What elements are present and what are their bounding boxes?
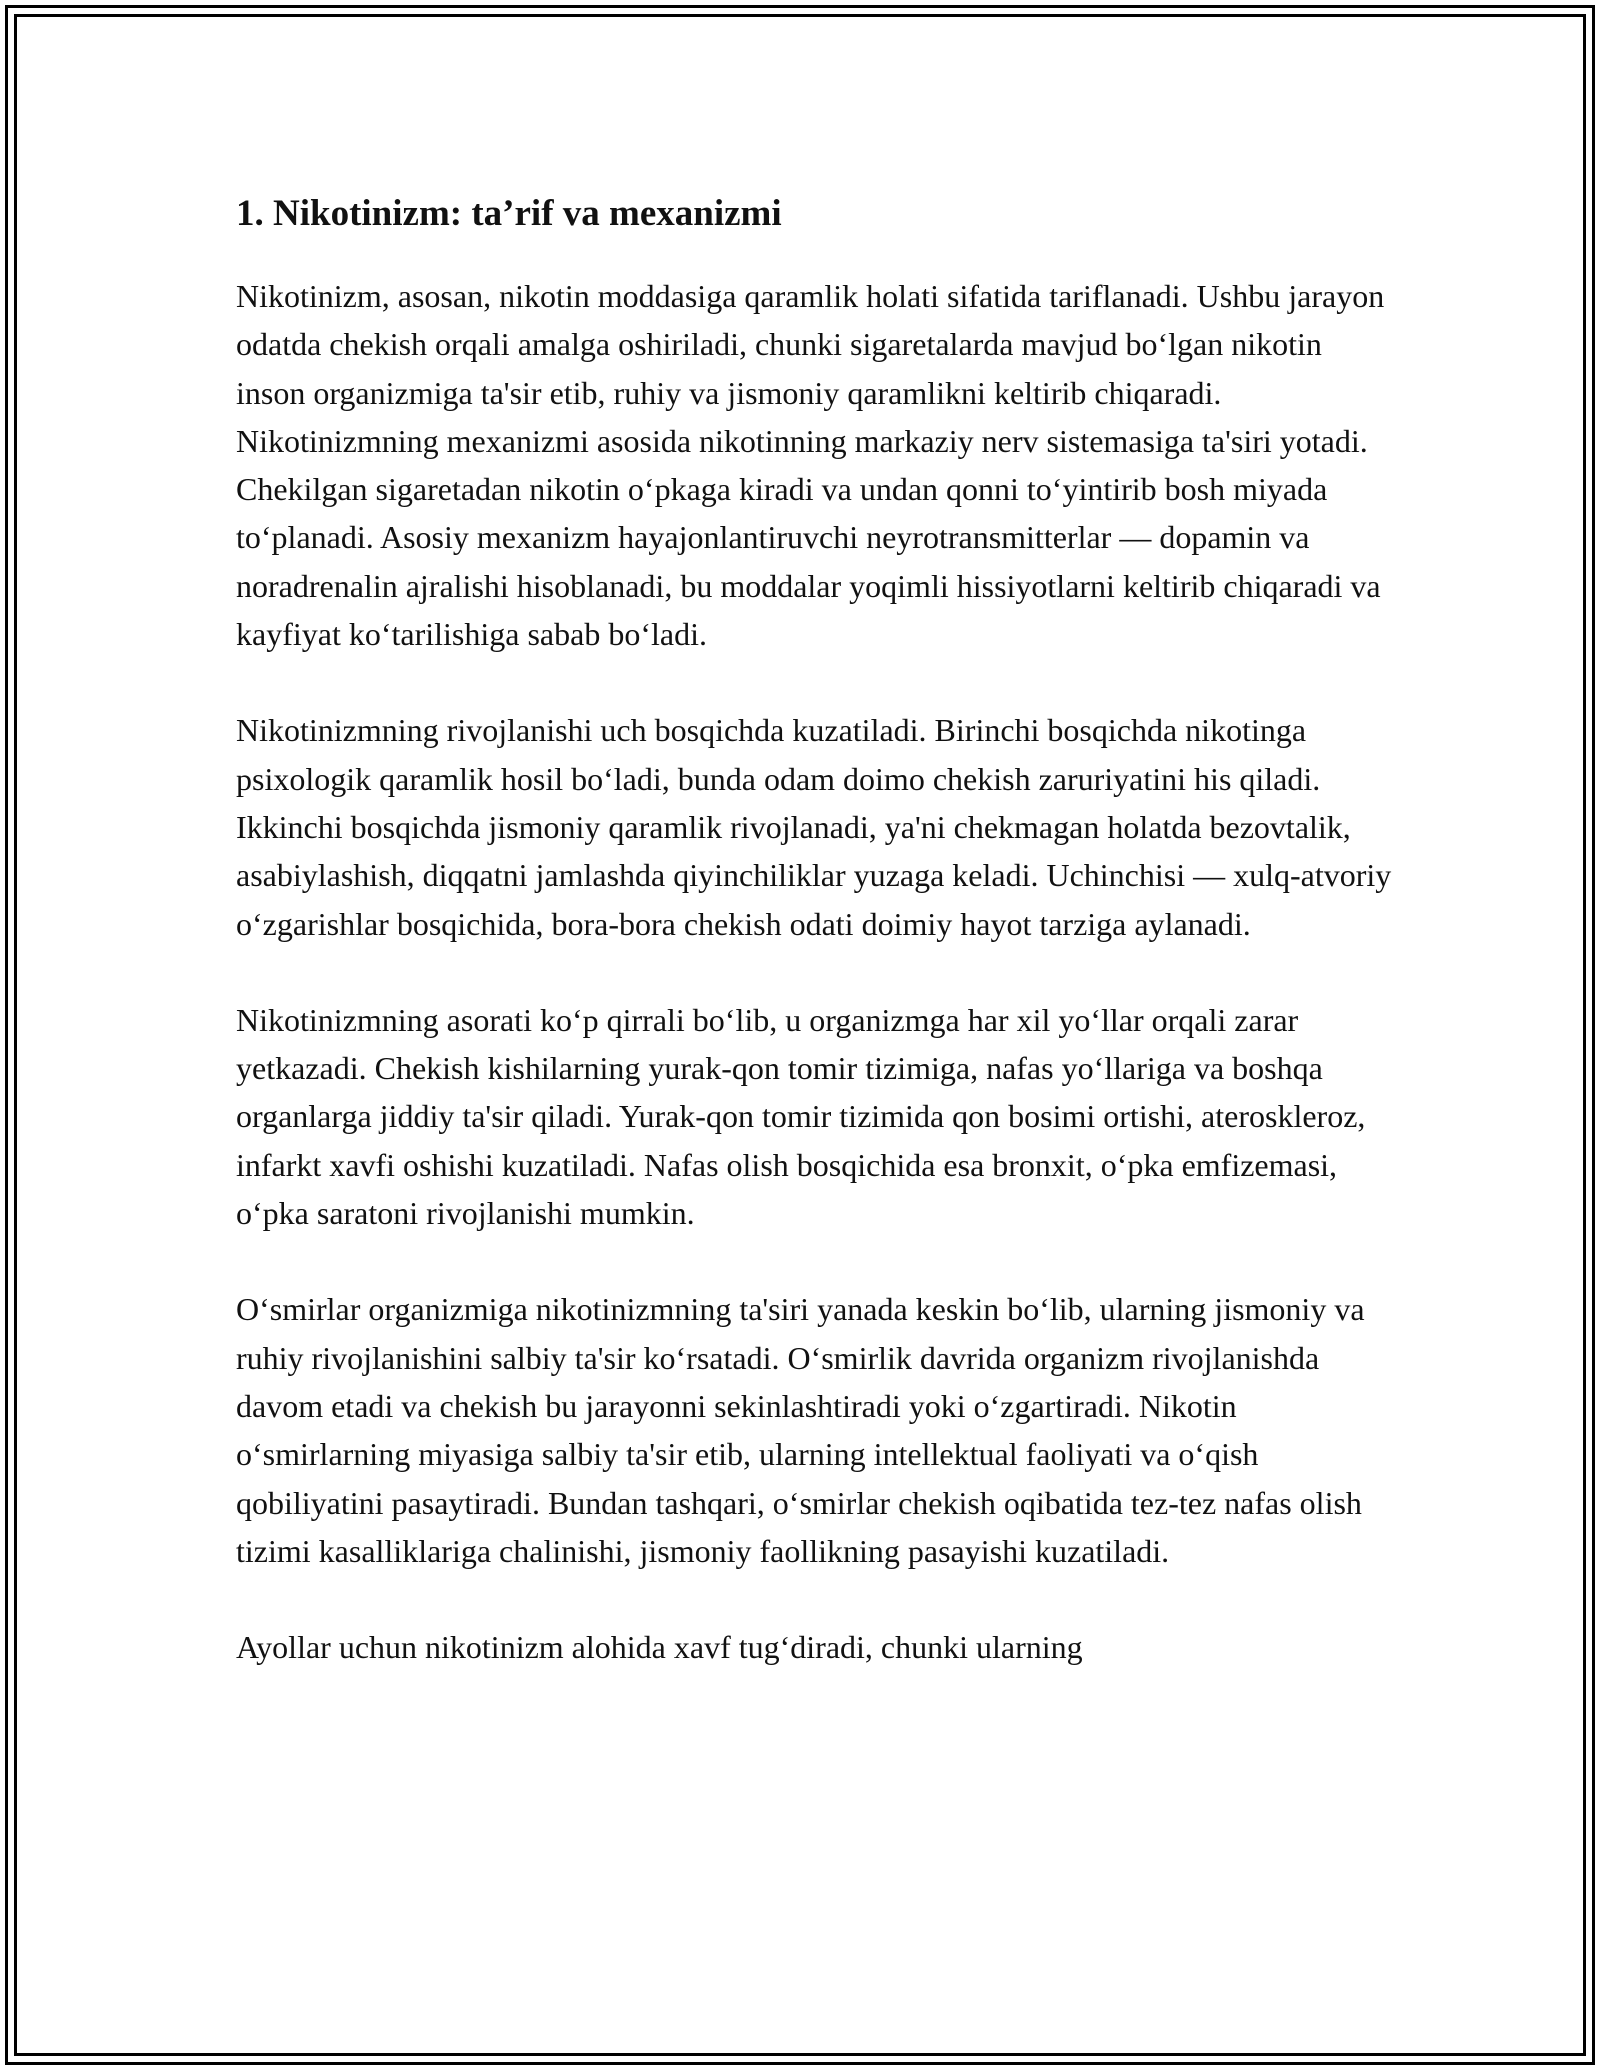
paragraph-adolescents: O‘smirlar organizmiga nikotinizmning ta'siri yanada keskin bo‘lib, ularning jismoniy va ruhiy rivojlanishini salbiy ta'sir ko‘rsatadi. O‘smirlik davrida organizm rivojlanishda davom etadi va chekish bu jarayonni sekinlashtiradi yoki o‘zgartiradi. Nikotin o‘smirlarning miyasiga salbiy ta'sir etib, ularning intellektual faoliyati va o‘qish qobiliyatini pasaytiradi. Bundan tashqari, o‘smirlar chekish oqibatida tez-tez nafas olish tizimi kasalliklariga chalinishi, jismoniy faollikning pasayishi kuzatiladi. (236, 1291, 1365, 1569)
paragraph-complications: Nikotinizmning asorati ko‘p qirrali bo‘lib, u organizmga har xil yo‘llar orqali zarar yetkazadi. Chekish kishilarning yurak-qon tomir tizimiga, nafas yo‘llariga va boshqa organlarga jiddiy ta'sir qiladi. Yurak-qon tomir tizimida qon bosimi ortishi, ateroskleroz, infarkt xavfi oshishi kuzatiladi. Nafas olish bosqichida esa bronxit, o‘pka emfizemasi, o‘pka saratoni rivojlanishi mumkin. (236, 1001, 1366, 1232)
paragraph-women: Ayollar uchun nikotinizm alohida xavf tug‘diradi, chunki ularning (236, 1629, 1083, 1666)
paragraph-definition: Nikotinizm, asosan, nikotin moddasiga qaramlik holati sifatida tariflanadi. Ushbu jarayon odatda chekish orqali amalga oshiriladi, chunki sigaretalarda mavjud bo‘lgan nikotin inson organizmiga ta'sir etib, ruhiy va jismoniy qaramlikni keltirib chiqaradi. Nikotinizmning mexanizmi asosida nikotinning markaziy nerv sistemasiga ta'siri yotadi. Chekilgan sigaretadan nikotin o‘pkaga kiradi va undan qonni to‘yintirib bosh miyada to‘planadi. Asosiy mexanizm hayajonlantiruvchi neyrotransmitterlar — dopamin va noradrenalin ajralishi hisoblanadi, bu moddalar yoqimli hissiyotlarni keltirib chiqaradi va kayfiyat ko‘tarilishiga sabab bo‘ladi. (236, 278, 1385, 653)
paragraph-stages: Nikotinizmning rivojlanishi uch bosqichda kuzatiladi. Birinchi bosqichda nikotinga psixologik qaramlik hosil bo‘ladi, bunda odam doimo chekish zaruriyatini his qiladi. Ikkinchi bosqichda jismoniy qaramlik rivojlanadi, ya'ni chekmagan holatda bezovtalik, asabiylashish, diqqatni jamlashda qiyinchiliklar yuzaga keladi. Uchinchisi — xulq-atvoriy o‘zgarishlar bosqichida, bora-bora chekish odati doimiy hayot tarziga aylanadi. (236, 712, 1392, 942)
document-body (236, 186, 1396, 1719)
section-heading: 1. Nikotinizm: ta’rif va mexanizmi (236, 193, 782, 234)
